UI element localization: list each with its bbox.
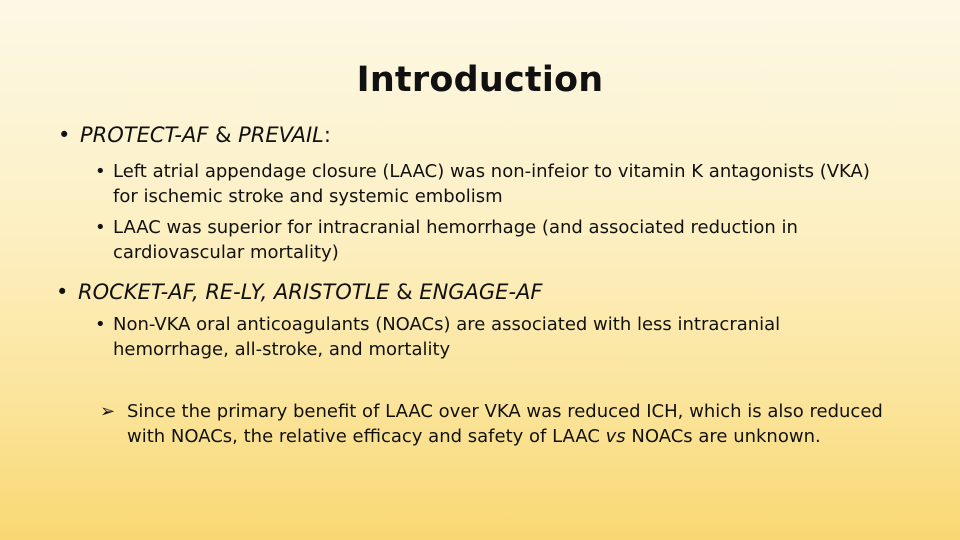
trial-name-prevail: PREVAIL	[238, 123, 324, 147]
list-item-text: Left atrial appendage closure (LAAC) was non-infeior to vitamin K antagonists (VKA) for ischemic stroke and systemic embolism	[113, 161, 870, 207]
bullet-icon: •	[58, 123, 71, 147]
bullet-icon: •	[95, 217, 106, 238]
heading-join: &	[389, 280, 420, 304]
list-item	[95, 160, 893, 209]
heading-join: &	[208, 123, 239, 147]
trial-name-protect-af: PROTECT-AF	[80, 123, 209, 147]
conclusion-vs: vs	[605, 425, 626, 447]
section-heading-protect-prevail	[58, 121, 331, 149]
conclusion-text-start: Since the primary benefit of LAAC over VKA was reduced ICH, which is also reduced with NOACs, the relative efficacy and safety of LAAC	[127, 401, 883, 447]
list-item-text: LAAC was superior for intracranial hemorrhage (and associated reduction in cardiovascular mortality)	[113, 217, 798, 263]
slide-title: Introduction	[356, 60, 604, 100]
trial-names-noac: ROCKET-AF, RE-LY, ARISTOTLE	[78, 280, 390, 304]
list-item-text: Non-VKA oral anticoagulants (NOACs) are associated with less intracranial hemorrhage, all-stroke, and mortality	[113, 314, 781, 360]
bullet-icon: •	[95, 161, 106, 182]
trial-name-engage-af: ENGAGE-AF	[419, 280, 543, 304]
conclusion-text-end: NOACs are unknown.	[625, 425, 821, 447]
bullet-icon: •	[95, 314, 106, 335]
heading-colon: :	[323, 123, 331, 147]
bullet-icon: •	[56, 280, 69, 304]
list-item	[95, 313, 873, 362]
conclusion-item	[100, 400, 887, 449]
arrow-bullet-icon: ➢	[100, 401, 116, 422]
section-heading-noac-trials	[56, 278, 543, 306]
list-item	[95, 216, 893, 265]
